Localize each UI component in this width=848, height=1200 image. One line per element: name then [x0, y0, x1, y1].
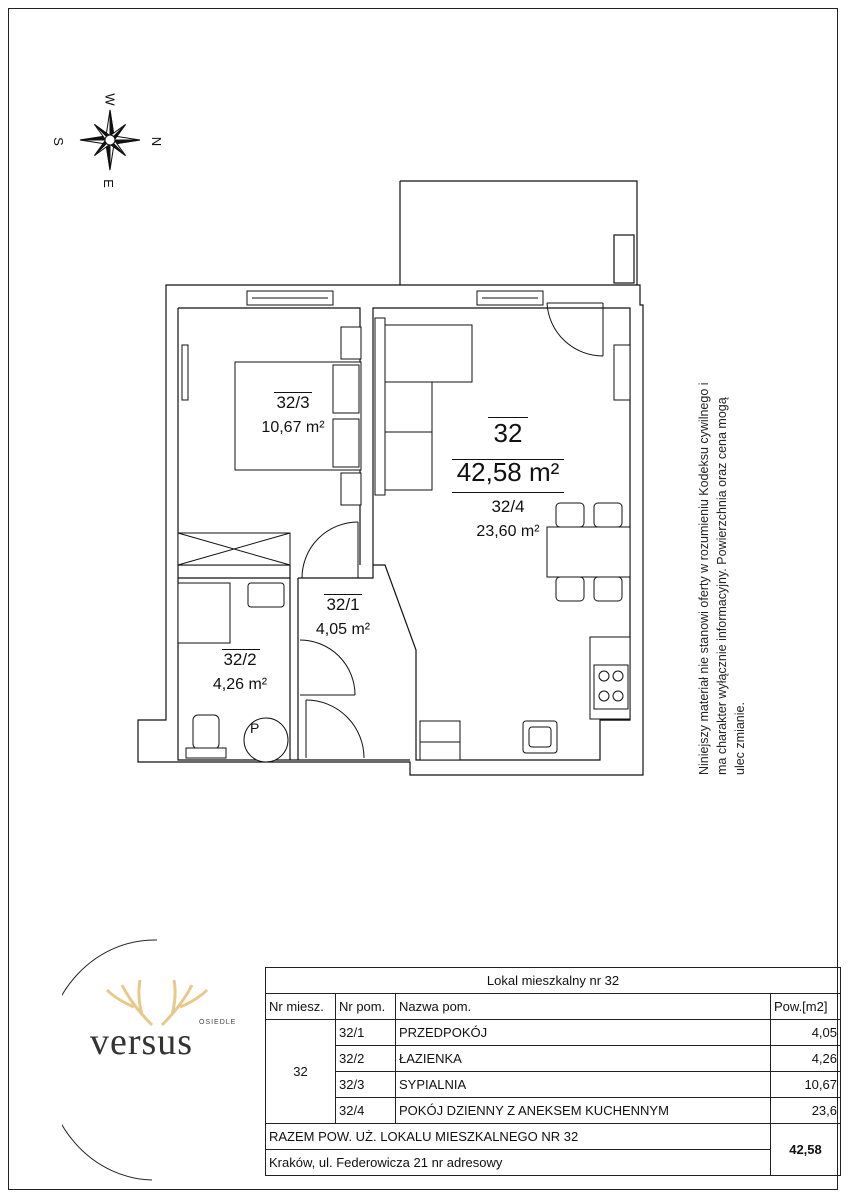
wardrobe: [178, 533, 290, 565]
underline: [274, 392, 312, 393]
room-area-32-1: 4,05 m²: [315, 621, 371, 638]
compass-s-label: S: [50, 137, 66, 146]
table-cell-name: ŁAZIENKA: [396, 1046, 771, 1072]
table-cell-name: POKÓJ DZIENNY Z ANEKSEM KUCHENNYM: [396, 1098, 771, 1124]
table-row: [266, 1020, 841, 1046]
table-cell-no: 32/1: [336, 1020, 396, 1046]
underline: [222, 649, 260, 650]
table-cell-no: 32/2: [336, 1046, 396, 1072]
room-label-32-4: [448, 497, 568, 541]
area-table: [265, 967, 841, 1176]
table-cell-area: 4,26: [771, 1046, 841, 1072]
table-total-label: RAZEM POW. UŻ. LOKALU MIESZKALNEGO NR 32: [266, 1124, 771, 1150]
wall-heater: [614, 345, 630, 400]
table-cell-area: 23,6: [771, 1098, 841, 1124]
table-title: Lokal mieszkalny nr 32: [266, 968, 841, 994]
logo-small-text: OSIEDLE: [199, 1019, 237, 1026]
apartment-number: 32: [493, 418, 523, 448]
room-area-32-4: 23,60 m²: [476, 523, 540, 540]
table-apartment-no: 32: [266, 1020, 336, 1124]
room-label-32-2: [190, 650, 290, 694]
table-header-apartment: Nr miesz.: [266, 994, 336, 1020]
table-header-room: Nr pom.: [336, 994, 396, 1020]
room-number-32-3: 32/3: [276, 393, 310, 412]
table-header-name: Nazwa pom.: [396, 994, 771, 1020]
table-cell-area: 4,05: [771, 1020, 841, 1046]
room-number-32-2: 32/2: [223, 650, 257, 669]
compass-rose: [79, 109, 141, 171]
table-cell-no: 32/4: [336, 1098, 396, 1124]
disclaimer-text: Niniejszy materiał nie stanowi oferty w rozumieniu Kodeksu cywilnego i ma charakter wyłącznie informacyjny. Powierzchnia oraz cena mogą ulec zmianie.: [697, 382, 747, 775]
table-cell-name: PRZEDPOKÓJ: [396, 1020, 771, 1046]
table-total-value: 42,58: [771, 1124, 841, 1176]
compass-w-label: W: [102, 93, 118, 106]
logo-text: versus: [90, 1021, 194, 1063]
underline: [452, 459, 564, 460]
table-cell-no: 32/3: [336, 1072, 396, 1098]
room-label-32-1: [298, 595, 388, 639]
table-cell-name: SYPIALNIA: [396, 1072, 771, 1098]
table-cell-area: 10,67: [771, 1072, 841, 1098]
room-area-32-2: 4,26 m²: [212, 676, 268, 693]
room-label-32-3: [248, 393, 338, 437]
table-row: [266, 1098, 841, 1124]
underline: [488, 417, 528, 418]
kitchen: [420, 637, 630, 760]
apartment-label: [450, 418, 566, 488]
compass-n-label: N: [149, 136, 165, 147]
table-row: [266, 1072, 841, 1098]
apartment-area: 42,58 m²: [456, 457, 560, 487]
room-number-32-4: 32/4: [491, 497, 525, 516]
pump-label: P: [250, 720, 260, 736]
table-address: Kraków, ul. Federowicza 21 nr adresowy: [266, 1150, 771, 1176]
room-number-32-1: 32/1: [326, 595, 360, 614]
underline: [452, 492, 564, 493]
table-row: [266, 1046, 841, 1072]
table-header-area: Pow.[m2]: [771, 994, 841, 1020]
compass-e-label: E: [100, 179, 116, 188]
room-area-32-3: 10,67 m²: [261, 419, 325, 436]
underline: [324, 594, 362, 595]
